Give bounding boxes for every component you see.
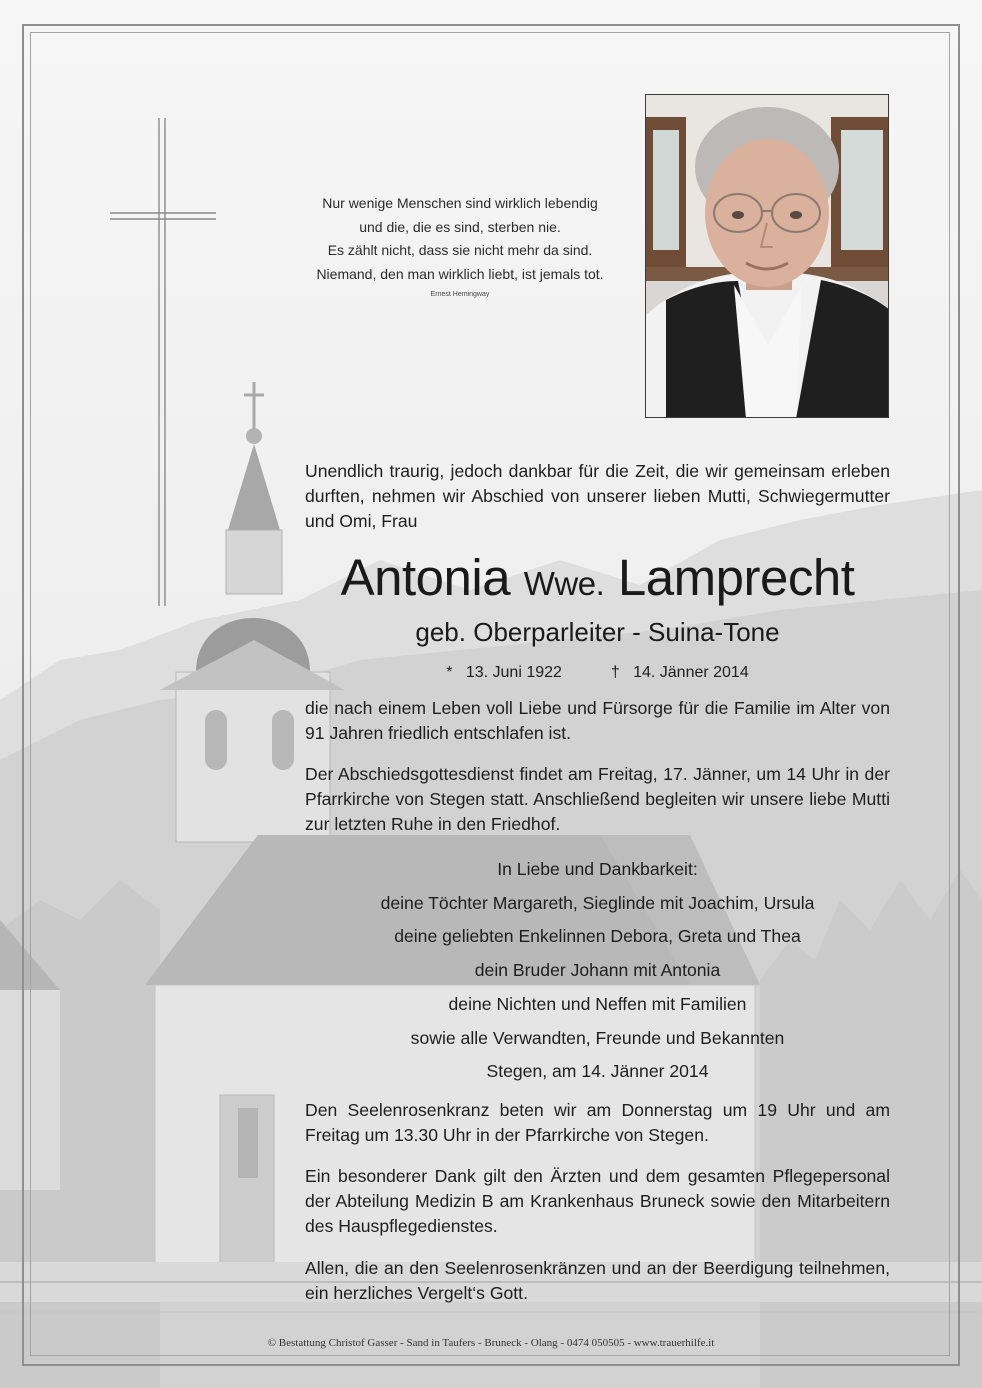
life-dates [305,662,890,684]
service-text: Der Abschiedsgottesdienst findet am Freitag, 17. Jänner, um 14 Uhr in der Pfarrkirche von Stegen statt. Anschließend begleiten wir unsere liebe Mutti zur letzten Ruhe in den Friedhof. [305,764,890,834]
birth-name: geb. Oberparleiter - Suina-Tone [415,617,780,647]
thanks-text: Ein besonderer Dank gilt den Ärzten und dem gesamten Pflegepersonal der Abteilung Medizin B am Krankenhaus Bruneck sowie den Mitarbeitern des Hauspflegedienstes. [305,1166,890,1236]
place-date: Stegen, am 14. Jänner 2014 [486,1061,709,1082]
death-symbol: † [610,664,620,681]
quote-line: Es zählt nicht, dass sie nicht mehr da sind. [327,242,593,258]
portrait-illustration [646,95,889,418]
last-name: Lamprecht [617,549,855,606]
birth-symbol: * [446,664,453,681]
cross-icon [110,118,216,606]
mourner-line: dein Bruder Johann mit Antonia [474,960,721,981]
first-name: Antonia [340,549,511,606]
portrait-photo [645,94,889,418]
passing-text: die nach einem Leben voll Liebe und Fürsorge für die Familie im Alter von 91 Jahren friedlich entschlafen ist. [305,698,890,743]
mourner-line: sowie alle Verwandten, Freunde und Bekannten [410,1027,785,1048]
deceased-name [305,548,890,614]
quote-author: Ernest Hemingway [430,291,490,298]
intro-text: Unendlich traurig, jedoch dankbar für die Zeit, die wir gemeinsam erleben durften, nehmen wir Abschied von unserer lieben Mutti, Schwiegermutter und Omi, Frau [305,461,890,531]
death-date: 14. Jänner 2014 [633,664,749,681]
mourner-line: deine Nichten und Neffen mit Familien [448,993,747,1014]
mourners-list [305,853,890,1089]
quote-line: und die, die es sind, sterben nie. [359,218,561,235]
closing-text: Allen, die an den Seelenrosenkränzen und an der Beerdigung teilnehmen, ein herzliches Vergelt‘s Gott. [305,1258,890,1303]
widow-title: Wwe. [523,565,605,602]
funeral-home-footer: © Bestattung Christof Gasser - Sand in Taufers - Bruneck - Olang - 0474 050505 - www.trauerhilfe.it [267,1337,715,1349]
mourner-line: deine Töchter Margareth, Sieglinde mit Joachim, Ursula [380,892,815,913]
rosary-text: Den Seelenrosenkranz beten wir am Donnerstag um 19 Uhr und am Freitag um 13.30 Uhr in der Pfarrkirche von Stegen. [305,1100,890,1145]
quote-line: Niemand, den man wirklich liebt, ist jemals tot. [316,265,604,282]
birth-date: 13. Juni 1922 [465,664,562,681]
mourners-heading: In Liebe und Dankbarkeit: [497,859,698,879]
memorial-quote [290,192,630,300]
quote-line: Nur wenige Menschen sind wirklich lebendig [322,195,598,211]
mourner-line: deine geliebten Enkelinnen Debora, Greta und Thea [394,926,801,947]
